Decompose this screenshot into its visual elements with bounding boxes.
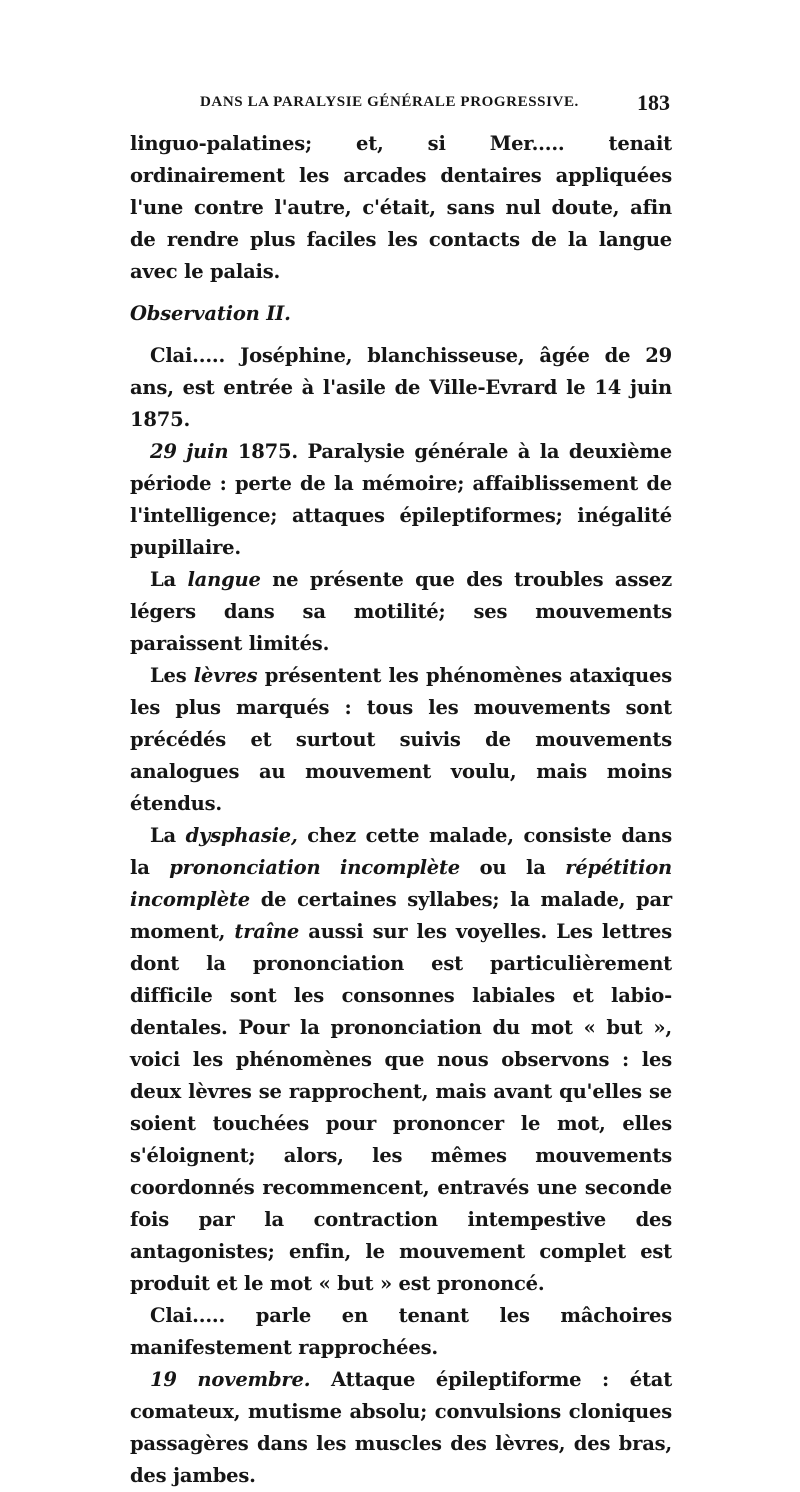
- running-head: DANS LA PARALYSIE GÉNÉRALE PROGRESSIVE.: [200, 94, 579, 110]
- tongue-text: ne présente que des troubles assez légers dans sa motilité; ses mouvements paraissent limités.: [130, 568, 672, 655]
- paragraph-first-exam: [130, 436, 672, 564]
- page-header: [130, 92, 670, 118]
- dysphasia-e: ou la: [460, 856, 566, 879]
- lips-text: présentent les phénomènes ataxiques les plus marqués : tous les mouvements sont précédés et surtout suivis de mouvements analogues au mouvement voulu, mais moins étendus.: [130, 664, 672, 815]
- observation-heading: Observation II.: [130, 302, 291, 325]
- paragraph-tongue: [130, 564, 672, 660]
- paragraph-patient-intro: Clai..... Joséphine, blanchisseuse, âgée de 29 ans, est entrée à l'asile de Ville-Evrard le 14 juin 1875.: [130, 344, 672, 431]
- paragraph-dysphasia: [130, 820, 672, 1300]
- date-november: 19 novembre.: [150, 1368, 311, 1391]
- dysphasia-g: de certaines syllabes; la malade, par moment,: [130, 888, 672, 943]
- lips-prefix: Les: [150, 664, 194, 687]
- tongue-prefix: La: [150, 568, 188, 591]
- dysphasia-i: aussi sur les voyelles. Les lettres dont la prononciation est particulièrement difficile sont les consonnes labiales et labio-dentales. Pour la prononciation du mot « but », voici les phénomènes que nous observons : les deux lèvres se rapprochent, mais avant qu'elles se soient touchées pour prononcer le mot, elles s'éloignent; alors, les mêmes mouvements coordonnés recommencent, entravés une seconde fois par la contraction intempestive des antagonistes; enfin, le mouvement complet est produit et le mot « but » est prononcé.: [130, 920, 673, 1295]
- paragraph-continuation: linguo-palatines; et, si Mer..... tenait ordinairement les arcades dentaires appliquées l'une contre l'autre, c'était, sans nul doute, afin de rendre plus faciles les contacts de la langue avec le palais.: [130, 132, 672, 283]
- paragraph-jaws: Clai..... parle en tenant les mâchoires manifestement rapprochées.: [130, 1304, 672, 1359]
- term-lips: lèvres: [193, 664, 258, 687]
- paragraph-first-exam-text: 1875. Paralysie générale à la deuxième période : perte de la mémoire; affaiblissement de l'intelligence; attaques épileptiformes; inégalité pupillaire.: [130, 440, 673, 559]
- dysphasia-c: chez cette malade, consiste dans la: [130, 824, 672, 879]
- term-tongue: langue: [187, 568, 261, 591]
- term-dysphasia: dysphasie,: [185, 824, 298, 847]
- body-text: [130, 128, 672, 1492]
- term-incomplete-pronunciation: prononciation incomplète: [169, 856, 461, 879]
- term-incomplete-repetition: répétition incomplète: [130, 856, 672, 911]
- paragraph-lips: [130, 660, 672, 820]
- dysphasia-a: La: [150, 824, 186, 847]
- november-text: Attaque épileptiforme : état comateux, mutisme absolu; convulsions cloniques passagères dans les muscles des lèvres, des bras, des jambes.: [130, 1368, 672, 1487]
- date-june: 29 juin: [150, 440, 229, 463]
- term-drags: traîne: [234, 920, 300, 943]
- paragraph-november: [130, 1364, 672, 1492]
- page-number: 183: [637, 90, 670, 115]
